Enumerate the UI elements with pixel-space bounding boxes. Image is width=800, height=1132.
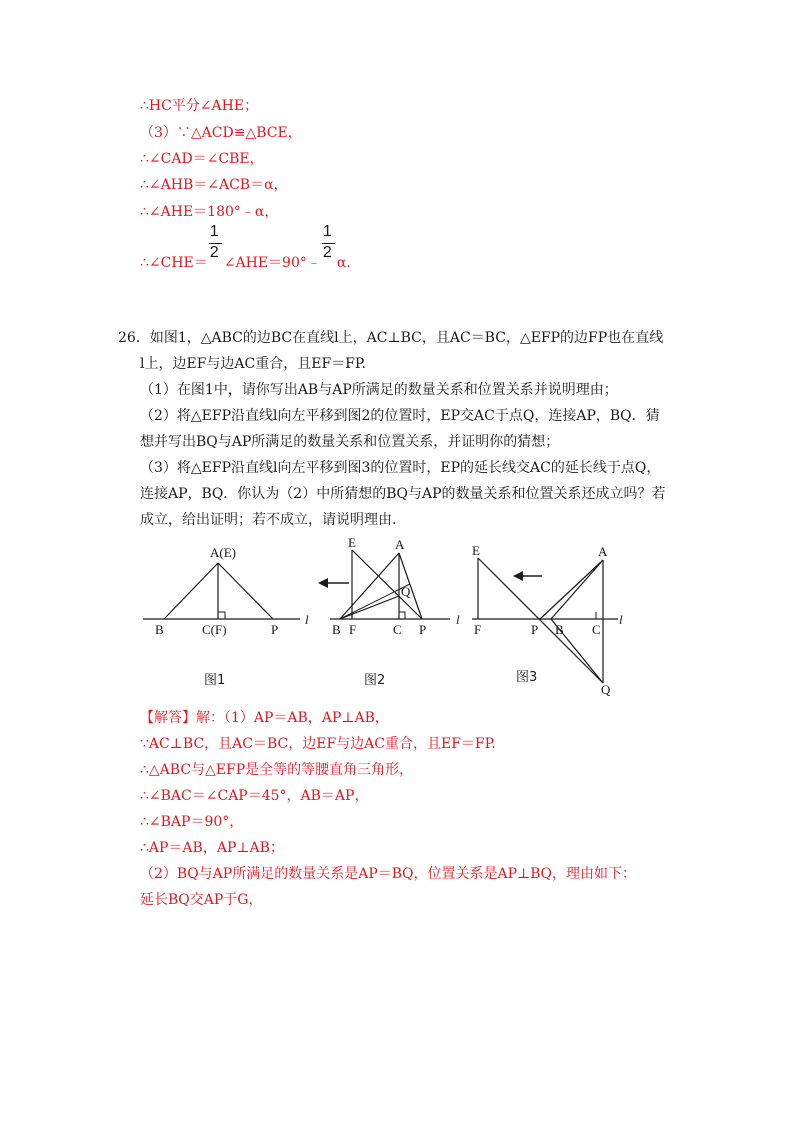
problem-q2-line-a: （2）将△EFP沿直线l向左平移到图2的位置时，EP交AC于点Q，连接AP，BQ．猜: [140, 408, 660, 424]
fig2-segment-ep: [352, 550, 422, 619]
answer-tag: 【解答】: [140, 710, 196, 726]
fig2-label-e: E: [348, 535, 356, 550]
fig3-segment-ap: [540, 560, 603, 619]
fig3-label-b: B: [555, 622, 564, 637]
answer-line-4: ∴∠BAC＝∠CAP＝45°，AB＝AP，: [140, 788, 369, 804]
fig1-segment-ab: [164, 563, 218, 619]
fig2-label-c: C: [393, 622, 402, 637]
fig1-label-a: A(E): [210, 545, 236, 560]
solution-line-1: ∴HC平分∠AHE；: [140, 98, 259, 114]
answer-line-1: [140, 709, 389, 727]
solution-line-5: ∴∠AHE＝180°﹣α，: [140, 204, 279, 220]
fraction-denominator-2: 2: [322, 244, 332, 261]
fig3-label-p: P: [531, 622, 539, 637]
solution-line-6-part-a: ∴∠CHE＝: [140, 255, 208, 271]
fig3-segment-ab: [551, 560, 603, 619]
answer-line-2: ∵AC⊥BC，且AC＝BC，边EF与边AC重合，且EF＝FP.: [140, 736, 496, 752]
fig1-label-b: B: [155, 622, 164, 637]
fig2-label-f: F: [349, 622, 357, 637]
fig1-right-angle-mark: [218, 612, 225, 619]
fig3-arrow-left-icon: [513, 571, 523, 581]
problem-q3-line-a: （3）将△EFP沿直线l向左平移到图3的位置时，EP的延长线交AC的延长线于点Q，: [140, 460, 661, 476]
fig3-caption: 图3: [516, 670, 538, 685]
fig2-label-p: P: [419, 622, 427, 637]
fraction-numerator: 1: [209, 223, 219, 240]
problem-26-line-2: l上，边EF与边AC重合，且EF＝FP.: [140, 356, 366, 372]
problem-q3-line-b: 连接AP，BQ．你认为（2）中所猜想的BQ与AP的数量关系和位置关系还成立吗？若: [140, 486, 666, 502]
fig2-label-b: B: [332, 622, 341, 637]
fig1-label-c: C(F): [202, 622, 227, 637]
fig2-segment-bq: [340, 596, 399, 619]
problem-q2-line-b: 想并写出BQ与AP所满足的数量关系和位置关系，并证明你的猜想；: [140, 434, 560, 450]
answer-line-7: （2）BQ与AP所满足的数量关系是AP＝BQ，位置关系是AP⊥BQ，理由如下：: [140, 866, 636, 882]
figure-3: [472, 543, 623, 697]
fig3-label-a: A: [598, 544, 608, 559]
figure-2: [318, 535, 460, 688]
fig2-label-q: Q: [401, 584, 411, 599]
fig2-segment-ab: [340, 553, 399, 619]
fig2-right-angle-mark: [399, 612, 405, 619]
fig1-segment-ap: [218, 563, 273, 619]
fig3-label-f: F: [474, 622, 482, 637]
answer-line-5: ∴∠BAP＝90°，: [140, 814, 244, 830]
solution-line-2: （3）∵△ACD≌△BCE，: [140, 125, 302, 141]
fraction-denominator: 2: [209, 244, 219, 261]
solution-line-4: ∴∠AHB＝∠ACB＝α，: [140, 177, 288, 193]
problem-number: 26．: [118, 330, 150, 346]
solution-line-3: ∴∠CAD＝∠CBE，: [140, 151, 264, 167]
fraction-numerator-2: 1: [322, 223, 332, 240]
problem-text-1: 如图1，△ABC的边BC在直线l上，AC⊥BC，且AC＝BC，△EFP的边FP也在直线: [149, 330, 664, 346]
fig1-label-l: l: [305, 612, 309, 627]
fig3-label-l: l: [619, 612, 623, 627]
solution-line-6-part-c: α.: [336, 255, 351, 271]
fig3-label-e: E: [472, 543, 480, 558]
figure-1: [143, 545, 309, 688]
fig2-label-l: l: [456, 612, 460, 627]
answer-line-8: 延长BQ交AP于G，: [140, 892, 263, 908]
solution-line-6-part-b: ∠AHE＝90°﹣: [223, 255, 321, 271]
problem-q1: （1）在图1中，请你写出AB与AP所满足的数量关系和位置关系并说明理由；: [140, 382, 618, 398]
fig2-label-a: A: [395, 537, 405, 552]
answer-text-1: 解：（1）AP＝AB，AP⊥AB，: [196, 710, 389, 726]
fig3-label-q: Q: [601, 682, 611, 697]
fig1-label-p: P: [271, 622, 279, 637]
answer-line-6: ∴AP＝AB，AP⊥AB；: [140, 840, 284, 856]
problem-q3-line-c: 成立，给出证明；若不成立，请说明理由.: [140, 512, 397, 528]
fig1-caption: 图1: [204, 673, 226, 688]
fig3-label-c: C: [592, 622, 601, 637]
fig3-right-angle-mark: [596, 612, 603, 619]
fig2-arrow-left-icon: [318, 578, 328, 588]
answer-line-3: ∴△ABC与△EFP是全等的等腰直角三角形，: [140, 762, 414, 778]
fig2-caption: 图2: [364, 673, 386, 688]
